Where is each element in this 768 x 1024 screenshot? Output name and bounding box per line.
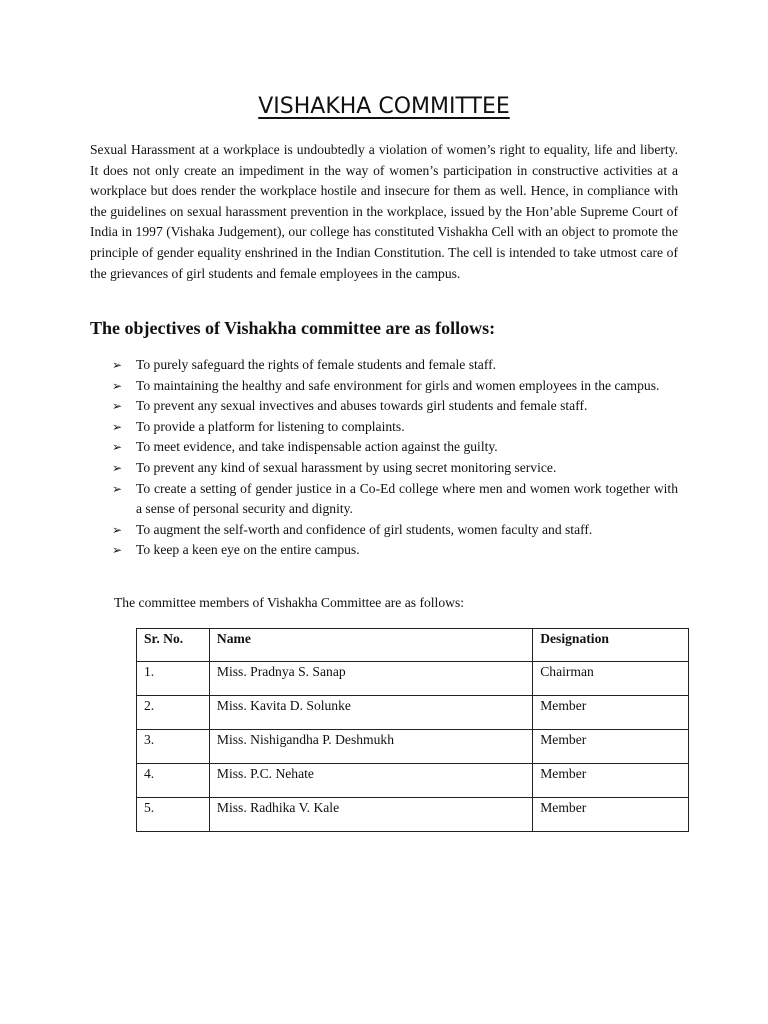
- page-title-text: VISHAKHA COMMITTEE: [258, 94, 510, 119]
- cell-sr-no: 5.: [137, 798, 210, 832]
- cell-name: Miss. Pradnya S. Sanap: [209, 662, 532, 696]
- list-item: [112, 520, 678, 541]
- header-designation: Designation: [533, 629, 689, 662]
- arrowhead-bullet-icon: ➢: [112, 419, 123, 434]
- list-item: [112, 437, 678, 458]
- table-header-row: [137, 629, 689, 662]
- cell-designation: Member: [533, 764, 689, 798]
- objective-text: To prevent any kind of sexual harassment by using secret monitoring service.: [136, 459, 557, 475]
- objective-text: To create a setting of gender justice in a Co-Ed college where men and women work together with a sense of personal security and dignity.: [136, 480, 678, 517]
- objective-text: To augment the self-worth and confidence of girl students, women faculty and staff.: [136, 521, 593, 537]
- objective-text: To prevent any sexual invectives and abuses towards girl students and female staff.: [136, 398, 588, 414]
- cell-name: Miss. Kavita D. Solunke: [209, 696, 532, 730]
- arrowhead-bullet-icon: ➢: [112, 399, 123, 414]
- cell-designation: Member: [533, 798, 689, 832]
- cell-sr-no: 2.: [137, 696, 210, 730]
- list-item: [112, 376, 678, 397]
- arrowhead-bullet-icon: ➢: [112, 378, 123, 393]
- cell-sr-no: 4.: [137, 764, 210, 798]
- cell-sr-no: 3.: [137, 730, 210, 764]
- cell-sr-no: 1.: [137, 662, 210, 696]
- header-sr-no: Sr. No.: [137, 629, 210, 662]
- arrowhead-bullet-icon: ➢: [112, 481, 123, 496]
- members-table: [136, 628, 689, 832]
- arrowhead-bullet-icon: ➢: [112, 440, 123, 455]
- arrowhead-bullet-icon: ➢: [112, 543, 123, 558]
- table-row: [137, 764, 689, 798]
- arrowhead-bullet-icon: ➢: [112, 522, 123, 537]
- objective-text: To maintaining the healthy and safe environment for girls and women employees in the campus.: [136, 377, 660, 393]
- list-item: [112, 417, 678, 438]
- table-row: [137, 662, 689, 696]
- header-name: Name: [209, 629, 532, 662]
- cell-name: Miss. Nishigandha P. Deshmukh: [209, 730, 532, 764]
- cell-designation: Member: [533, 730, 689, 764]
- objective-text: To meet evidence, and take indispensable action against the guilty.: [136, 439, 498, 455]
- cell-name: Miss. Radhika V. Kale: [209, 798, 532, 832]
- table-row: [137, 798, 689, 832]
- table-row: [137, 730, 689, 764]
- cell-name: Miss. P.C. Nehate: [209, 764, 532, 798]
- list-item: [112, 458, 678, 479]
- list-item: [112, 540, 678, 561]
- members-intro: The committee members of Vishakha Committee are as follows:: [114, 595, 465, 610]
- list-item: [112, 355, 678, 376]
- objectives-list: [112, 355, 678, 561]
- page-title: [0, 94, 768, 119]
- arrowhead-bullet-icon: ➢: [112, 460, 123, 475]
- cell-designation: Member: [533, 696, 689, 730]
- objective-text: To purely safeguard the rights of female students and female staff.: [136, 357, 497, 372]
- arrowhead-bullet-icon: ➢: [112, 358, 123, 372]
- cell-designation: Chairman: [533, 662, 689, 696]
- table-row: [137, 696, 689, 730]
- list-item: [112, 479, 678, 520]
- list-item: [112, 396, 678, 417]
- intro-paragraph: Sexual Harassment at a workplace is undoubtedly a violation of women’s right to equality, life and liberty. It does not only create an impediment in the way of women’s participation in constructive activities at a workplace but does render the workplace hostile and insecure for them as well. Hence, in compliance with the guidelines on sexual harassment prevention in the workplace, issued by the Hon’able Supreme Court of India in 1997 (Vishaka Judgement), our college has constituted Vishakha Cell with an object to promote the principle of gender equality enshrined in the Indian Constitution. The cell is intended to take utmost care of the grievances of girl students and female employees in the campus.: [90, 142, 678, 281]
- objective-text: To provide a platform for listening to complaints.: [136, 418, 405, 434]
- objective-text: To keep a keen eye on the entire campus.: [136, 542, 360, 558]
- objectives-heading: The objectives of Vishakha committee are as follows:: [90, 318, 496, 338]
